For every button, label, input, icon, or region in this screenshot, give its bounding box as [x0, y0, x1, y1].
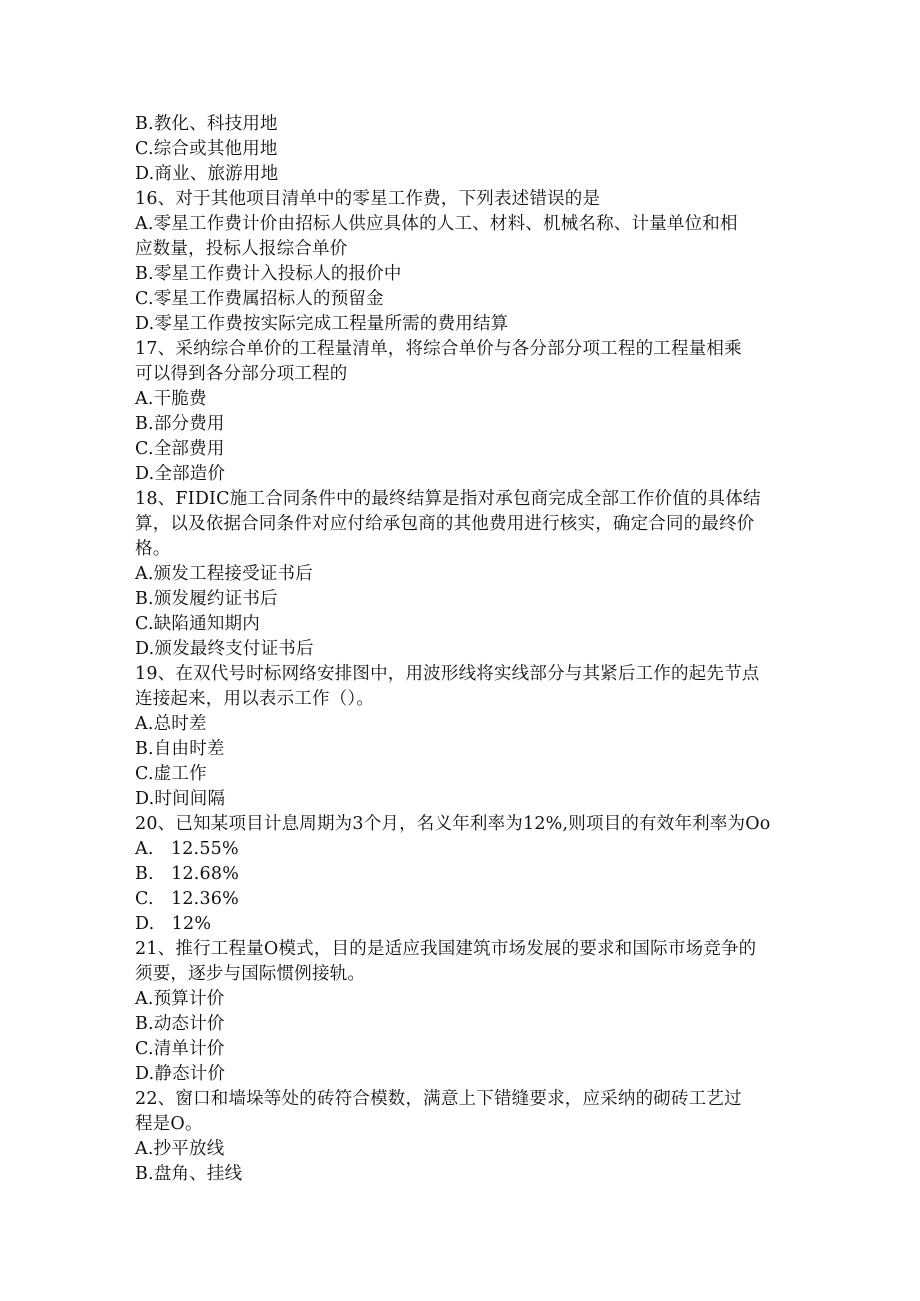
text-line: B.盘角、挂线	[135, 1164, 243, 1184]
text-line: C.综合或其他用地	[135, 139, 278, 159]
text-line: D.时间间隔	[135, 789, 226, 809]
text-line: 算，以及依据合同条件对应付给承包商的其他费用进行核实，确定合同的最终价	[135, 514, 755, 534]
question-17-stem: 17、采纳综合单价的工程量清单，将综合单价与各分部分项工程的工程量相乘	[135, 339, 742, 359]
text-line: A.干脆费	[135, 389, 207, 409]
text-line: B.零星工作费计入投标人的报价中	[135, 264, 402, 284]
text-line: C.虚工作	[135, 764, 207, 784]
text-line: 程是O。	[135, 1114, 203, 1134]
text-line: B.自由时差	[135, 739, 225, 759]
text-line: D.全部造价	[135, 464, 226, 484]
text-line: D.颁发最终支付证书后	[135, 639, 314, 659]
question-19-stem: 19、在双代号时标网络安排图中，用波形线将实线部分与其紧后工作的起先节点	[135, 664, 760, 684]
text-line: D.零星工作费按实际完成工程量所需的费用结算	[135, 314, 509, 334]
text-line: 须要，逐步与国际惯例接轨。	[135, 964, 366, 984]
text-line: B.部分费用	[135, 414, 225, 434]
text-line: C.全部费用	[135, 439, 225, 459]
text-line: 格。	[135, 539, 171, 559]
document-body	[135, 112, 795, 1187]
text-line: 连接起来，用以表示工作（）。	[135, 689, 375, 709]
text-line: A.抄平放线	[135, 1139, 225, 1159]
text-line: C.零星工作费属招标人的预留金	[135, 289, 384, 309]
question-16-stem: 16、对于其他项目清单中的零星工作费，下列表述错误的是	[135, 189, 601, 209]
question-20-stem: 20、已知某项目计息周期为3个月，名义年利率为12%,则项目的有效年利率为Oo	[135, 814, 771, 834]
text-line: C.缺陷通知期内	[135, 614, 260, 634]
text-line: B.动态计价	[135, 1014, 225, 1034]
text-line: 应数量，投标人报综合单价	[135, 239, 348, 259]
text-line: A. 12.55%	[135, 839, 239, 859]
text-line: C.清单计价	[135, 1039, 225, 1059]
text-line: 可以得到各分部分项工程的	[135, 364, 348, 384]
text-line: A.总时差	[135, 714, 207, 734]
text-line: D.静态计价	[135, 1064, 226, 1084]
text-line: B.颁发履约证书后	[135, 589, 278, 609]
question-22-stem: 22、窗口和墙垛等处的砖符合模数，满意上下错缝要求，应采纳的砌砖工艺过	[135, 1089, 742, 1109]
text-line: A.颁发工程接受证书后	[135, 564, 313, 584]
text-line: C. 12.36%	[135, 889, 239, 909]
question-18-stem: 18、FIDIC施工合同条件中的最终结算是指对承包商完成全部工作价值的具体结	[135, 489, 761, 509]
text-line: D. 12%	[135, 914, 212, 934]
text-line: B.教化、科技用地	[135, 114, 278, 134]
text-line: A.零星工作费计价由招标人供应具体的人工、材料、机械名称、计量单位和相	[135, 214, 738, 234]
text-line: B. 12.68%	[135, 864, 240, 884]
question-21-stem: 21、推行工程量O模式，目的是适应我国建筑市场发展的要求和国际市场竞争的	[135, 939, 757, 959]
text-line: D.商业、旅游用地	[135, 164, 279, 184]
text-line: A.预算计价	[135, 989, 225, 1009]
